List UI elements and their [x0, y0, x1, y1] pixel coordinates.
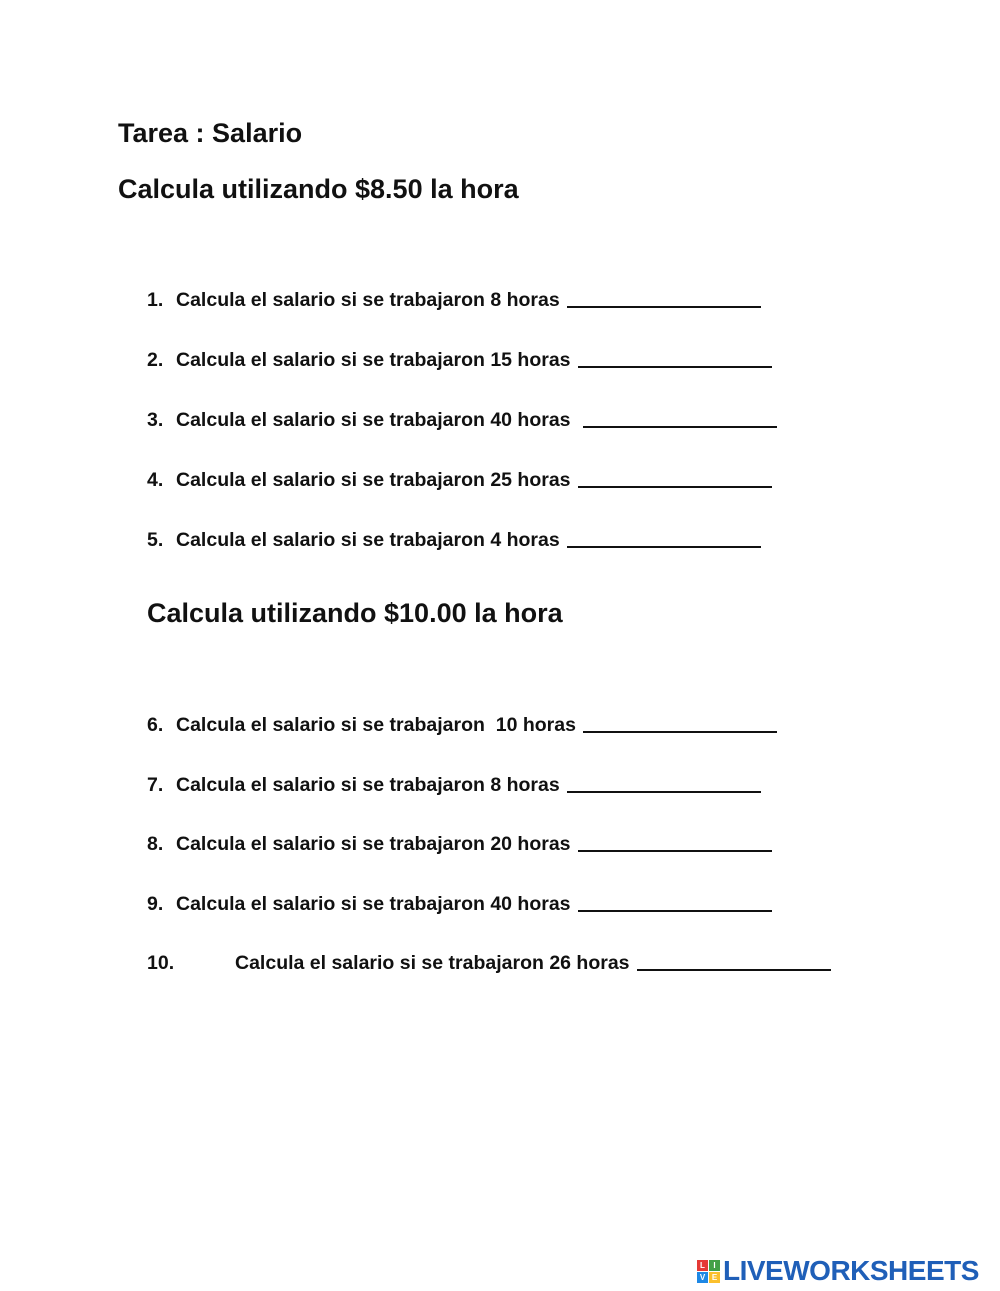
question-6: [147, 713, 777, 737]
question-text: Calcula el salario si se trabajaron 40 horas: [176, 893, 571, 915]
question-number: 3.: [147, 409, 164, 431]
question-4: [147, 468, 772, 492]
logo-mark-icon: [697, 1260, 720, 1283]
logo-mark-letter: E: [709, 1272, 720, 1283]
question-text: Calcula el salario si se trabajaron 10 horas: [176, 714, 576, 736]
question-3: [147, 408, 777, 432]
question-number: 4.: [147, 469, 164, 491]
liveworksheets-logo: [697, 1253, 979, 1289]
question-number: 7.: [147, 774, 164, 796]
question-7: [147, 773, 761, 797]
logo-text: LIVEWORKSHEETS: [723, 1255, 979, 1286]
answer-blank[interactable]: [583, 412, 777, 428]
page-title: Tarea : Salario: [118, 118, 303, 148]
question-number: 6.: [147, 714, 164, 736]
question-text: Calcula el salario si se trabajaron 26 horas: [235, 952, 630, 974]
question-number: 1.: [147, 289, 164, 311]
answer-blank[interactable]: [578, 472, 772, 488]
logo-mark-letter: I: [709, 1260, 720, 1271]
answer-blank[interactable]: [567, 777, 761, 793]
question-text: Calcula el salario si se trabajaron 4 horas: [176, 529, 560, 551]
answer-blank[interactable]: [583, 717, 777, 733]
question-number: 2.: [147, 349, 164, 371]
question-text: Calcula el salario si se trabajaron 20 horas: [176, 833, 571, 855]
question-text: Calcula el salario si se trabajaron 8 horas: [176, 774, 560, 796]
question-number: 8.: [147, 833, 164, 855]
question-9: [147, 892, 772, 916]
question-number: 9.: [147, 893, 164, 915]
question-2: [147, 348, 772, 372]
answer-blank[interactable]: [567, 532, 761, 548]
question-number: 10.: [147, 952, 175, 974]
question-8: [147, 832, 772, 856]
answer-blank[interactable]: [578, 896, 772, 912]
section-2-heading: Calcula utilizando $10.00 la hora: [147, 598, 563, 628]
answer-blank[interactable]: [637, 955, 831, 971]
answer-blank[interactable]: [567, 292, 761, 308]
question-text: Calcula el salario si se trabajaron 8 horas: [176, 289, 560, 311]
answer-blank[interactable]: [578, 836, 772, 852]
logo-mark-letter: V: [697, 1272, 708, 1283]
section-1-heading: Calcula utilizando $8.50 la hora: [118, 174, 519, 204]
question-1: [147, 288, 761, 312]
question-text: Calcula el salario si se trabajaron 40 horas: [176, 409, 571, 431]
logo-mark-letter: L: [697, 1260, 708, 1271]
question-5: [147, 528, 761, 552]
question-text: Calcula el salario si se trabajaron 25 horas: [176, 469, 571, 491]
question-10: [147, 951, 831, 975]
question-text: Calcula el salario si se trabajaron 15 horas: [176, 349, 571, 371]
question-number: 5.: [147, 529, 164, 551]
answer-blank[interactable]: [578, 352, 772, 368]
